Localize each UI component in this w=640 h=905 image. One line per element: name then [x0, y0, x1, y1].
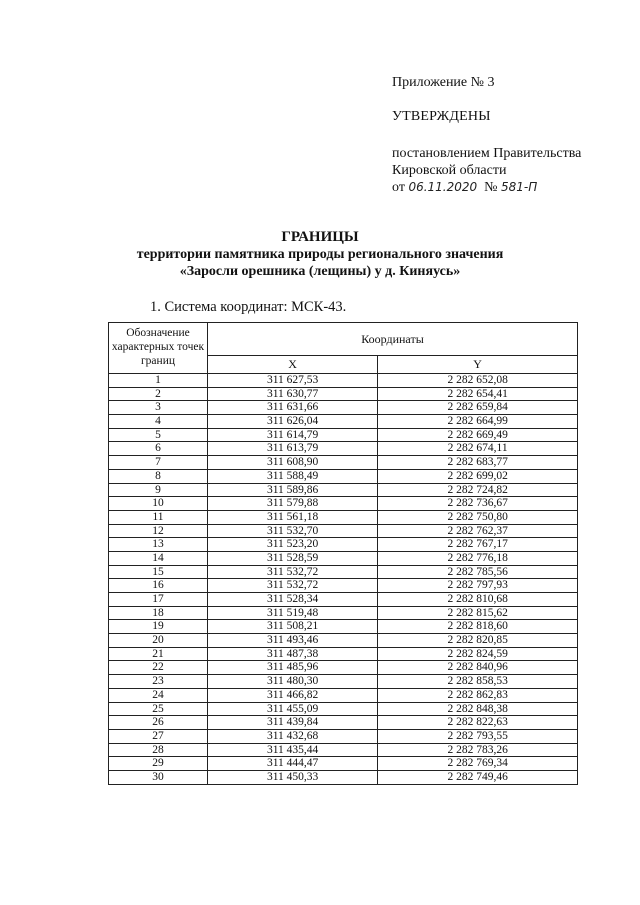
point-number-cell: 11: [109, 510, 208, 524]
decree-block: [392, 145, 581, 196]
y-coordinate-cell: 2 282 797,93: [378, 579, 578, 593]
table-row: [109, 757, 578, 771]
column-header-y: Y: [378, 356, 578, 374]
point-number-cell: 28: [109, 743, 208, 757]
point-number-cell: 18: [109, 606, 208, 620]
x-coordinate-cell: 311 528,34: [208, 593, 378, 607]
table-row: [109, 524, 578, 538]
table-row: [109, 415, 578, 429]
table-row: [109, 497, 578, 511]
point-number-cell: 24: [109, 688, 208, 702]
table-row: [109, 401, 578, 415]
decree-number-prefix: №: [484, 180, 498, 195]
y-coordinate-cell: 2 282 654,41: [378, 387, 578, 401]
point-number-cell: 16: [109, 579, 208, 593]
table-row: [109, 606, 578, 620]
table-row: [109, 538, 578, 552]
column-header-point: Обозначение характерных точек границ: [109, 323, 208, 374]
point-number-cell: 10: [109, 497, 208, 511]
y-coordinate-cell: 2 282 762,37: [378, 524, 578, 538]
table-row: [109, 374, 578, 388]
y-coordinate-cell: 2 282 769,34: [378, 757, 578, 771]
x-coordinate-cell: 311 432,68: [208, 729, 378, 743]
table-row: [109, 387, 578, 401]
y-coordinate-cell: 2 282 664,99: [378, 415, 578, 429]
x-coordinate-cell: 311 613,79: [208, 442, 378, 456]
y-coordinate-cell: 2 282 848,38: [378, 702, 578, 716]
x-coordinate-cell: 311 523,20: [208, 538, 378, 552]
y-coordinate-cell: 2 282 820,85: [378, 634, 578, 648]
point-number-cell: 15: [109, 565, 208, 579]
y-coordinate-cell: 2 282 858,53: [378, 675, 578, 689]
point-number-cell: 29: [109, 757, 208, 771]
point-number-cell: 12: [109, 524, 208, 538]
x-coordinate-cell: 311 439,84: [208, 716, 378, 730]
x-coordinate-cell: 311 480,30: [208, 675, 378, 689]
point-number-cell: 9: [109, 483, 208, 497]
point-number-cell: 5: [109, 428, 208, 442]
y-coordinate-cell: 2 282 652,08: [378, 374, 578, 388]
table-row: [109, 729, 578, 743]
table-row: [109, 716, 578, 730]
y-coordinate-cell: 2 282 750,80: [378, 510, 578, 524]
appendix-label: Приложение № 3: [392, 75, 495, 90]
table-row: [109, 647, 578, 661]
point-number-cell: 20: [109, 634, 208, 648]
point-number-cell: 13: [109, 538, 208, 552]
table-row: [109, 620, 578, 634]
x-coordinate-cell: 311 493,46: [208, 634, 378, 648]
x-coordinate-cell: 311 532,70: [208, 524, 378, 538]
y-coordinate-cell: 2 282 669,49: [378, 428, 578, 442]
point-number-cell: 7: [109, 456, 208, 470]
point-number-cell: 17: [109, 593, 208, 607]
decree-number: 581-П: [501, 180, 538, 194]
table-row: [109, 565, 578, 579]
y-coordinate-cell: 2 282 822,63: [378, 716, 578, 730]
coordinate-system-label: 1. Система координат: МСК-43.: [150, 299, 347, 315]
x-coordinate-cell: 311 532,72: [208, 579, 378, 593]
x-coordinate-cell: 311 589,86: [208, 483, 378, 497]
x-coordinate-cell: 311 588,49: [208, 469, 378, 483]
table-row: [109, 675, 578, 689]
table-row: [109, 456, 578, 470]
table-row: [109, 634, 578, 648]
point-number-cell: 14: [109, 551, 208, 565]
table-row: [109, 510, 578, 524]
point-number-cell: 26: [109, 716, 208, 730]
decree-date-prefix: от: [392, 180, 405, 195]
point-number-cell: 6: [109, 442, 208, 456]
x-coordinate-cell: 311 519,48: [208, 606, 378, 620]
point-number-cell: 22: [109, 661, 208, 675]
point-number-cell: 4: [109, 415, 208, 429]
table-row: [109, 770, 578, 784]
x-coordinate-cell: 311 450,33: [208, 770, 378, 784]
table-row: [109, 551, 578, 565]
x-coordinate-cell: 311 608,90: [208, 456, 378, 470]
decree-date-line: [392, 179, 581, 196]
table-row: [109, 579, 578, 593]
y-coordinate-cell: 2 282 862,83: [378, 688, 578, 702]
y-coordinate-cell: 2 282 793,55: [378, 729, 578, 743]
table-row: [109, 688, 578, 702]
y-coordinate-cell: 2 282 810,68: [378, 593, 578, 607]
coordinates-table-body: [109, 374, 578, 785]
table-row: [109, 442, 578, 456]
x-coordinate-cell: 311 455,09: [208, 702, 378, 716]
title-line-2: территории памятника природы регионального значения: [136, 247, 504, 262]
point-number-cell: 2: [109, 387, 208, 401]
y-coordinate-cell: 2 282 683,77: [378, 456, 578, 470]
y-coordinate-cell: 2 282 818,60: [378, 620, 578, 634]
document-title: [0, 228, 640, 280]
title-line-1: ГРАНИЦЫ: [281, 229, 359, 245]
y-coordinate-cell: 2 282 824,59: [378, 647, 578, 661]
y-coordinate-cell: 2 282 783,26: [378, 743, 578, 757]
decree-line-1: постановлением Правительства: [392, 146, 582, 161]
y-coordinate-cell: 2 282 840,96: [378, 661, 578, 675]
y-coordinate-cell: 2 282 776,18: [378, 551, 578, 565]
decree-date: 06.11.2020: [408, 180, 478, 194]
column-header-x: X: [208, 356, 378, 374]
x-coordinate-cell: 311 626,04: [208, 415, 378, 429]
table-row: [109, 483, 578, 497]
point-number-cell: 3: [109, 401, 208, 415]
y-coordinate-cell: 2 282 699,02: [378, 469, 578, 483]
column-header-coordinates: Координаты: [208, 323, 578, 356]
table-row: [109, 661, 578, 675]
x-coordinate-cell: 311 435,44: [208, 743, 378, 757]
table-row: [109, 743, 578, 757]
point-number-cell: 1: [109, 374, 208, 388]
y-coordinate-cell: 2 282 749,46: [378, 770, 578, 784]
x-coordinate-cell: 311 444,47: [208, 757, 378, 771]
point-number-cell: 27: [109, 729, 208, 743]
x-coordinate-cell: 311 614,79: [208, 428, 378, 442]
coordinates-table: [108, 322, 578, 785]
y-coordinate-cell: 2 282 674,11: [378, 442, 578, 456]
x-coordinate-cell: 311 528,59: [208, 551, 378, 565]
x-coordinate-cell: 311 561,18: [208, 510, 378, 524]
point-number-cell: 21: [109, 647, 208, 661]
title-line-3: «Заросли орешника (лещины) у д. Киняусь»: [179, 264, 461, 279]
x-coordinate-cell: 311 579,88: [208, 497, 378, 511]
table-row: [109, 593, 578, 607]
y-coordinate-cell: 2 282 815,62: [378, 606, 578, 620]
y-coordinate-cell: 2 282 736,67: [378, 497, 578, 511]
x-coordinate-cell: 311 508,21: [208, 620, 378, 634]
point-number-cell: 8: [109, 469, 208, 483]
y-coordinate-cell: 2 282 724,82: [378, 483, 578, 497]
table-row: [109, 702, 578, 716]
y-coordinate-cell: 2 282 785,56: [378, 565, 578, 579]
decree-line-2: Кировской области: [392, 163, 507, 178]
approved-label: УТВЕРЖДЕНЫ: [392, 109, 491, 124]
table-row: [109, 428, 578, 442]
x-coordinate-cell: 311 627,53: [208, 374, 378, 388]
point-number-cell: 25: [109, 702, 208, 716]
y-coordinate-cell: 2 282 767,17: [378, 538, 578, 552]
point-number-cell: 19: [109, 620, 208, 634]
y-coordinate-cell: 2 282 659,84: [378, 401, 578, 415]
x-coordinate-cell: 311 487,38: [208, 647, 378, 661]
x-coordinate-cell: 311 532,72: [208, 565, 378, 579]
x-coordinate-cell: 311 630,77: [208, 387, 378, 401]
x-coordinate-cell: 311 466,82: [208, 688, 378, 702]
point-number-cell: 23: [109, 675, 208, 689]
point-number-cell: 30: [109, 770, 208, 784]
table-row: [109, 469, 578, 483]
x-coordinate-cell: 311 631,66: [208, 401, 378, 415]
x-coordinate-cell: 311 485,96: [208, 661, 378, 675]
